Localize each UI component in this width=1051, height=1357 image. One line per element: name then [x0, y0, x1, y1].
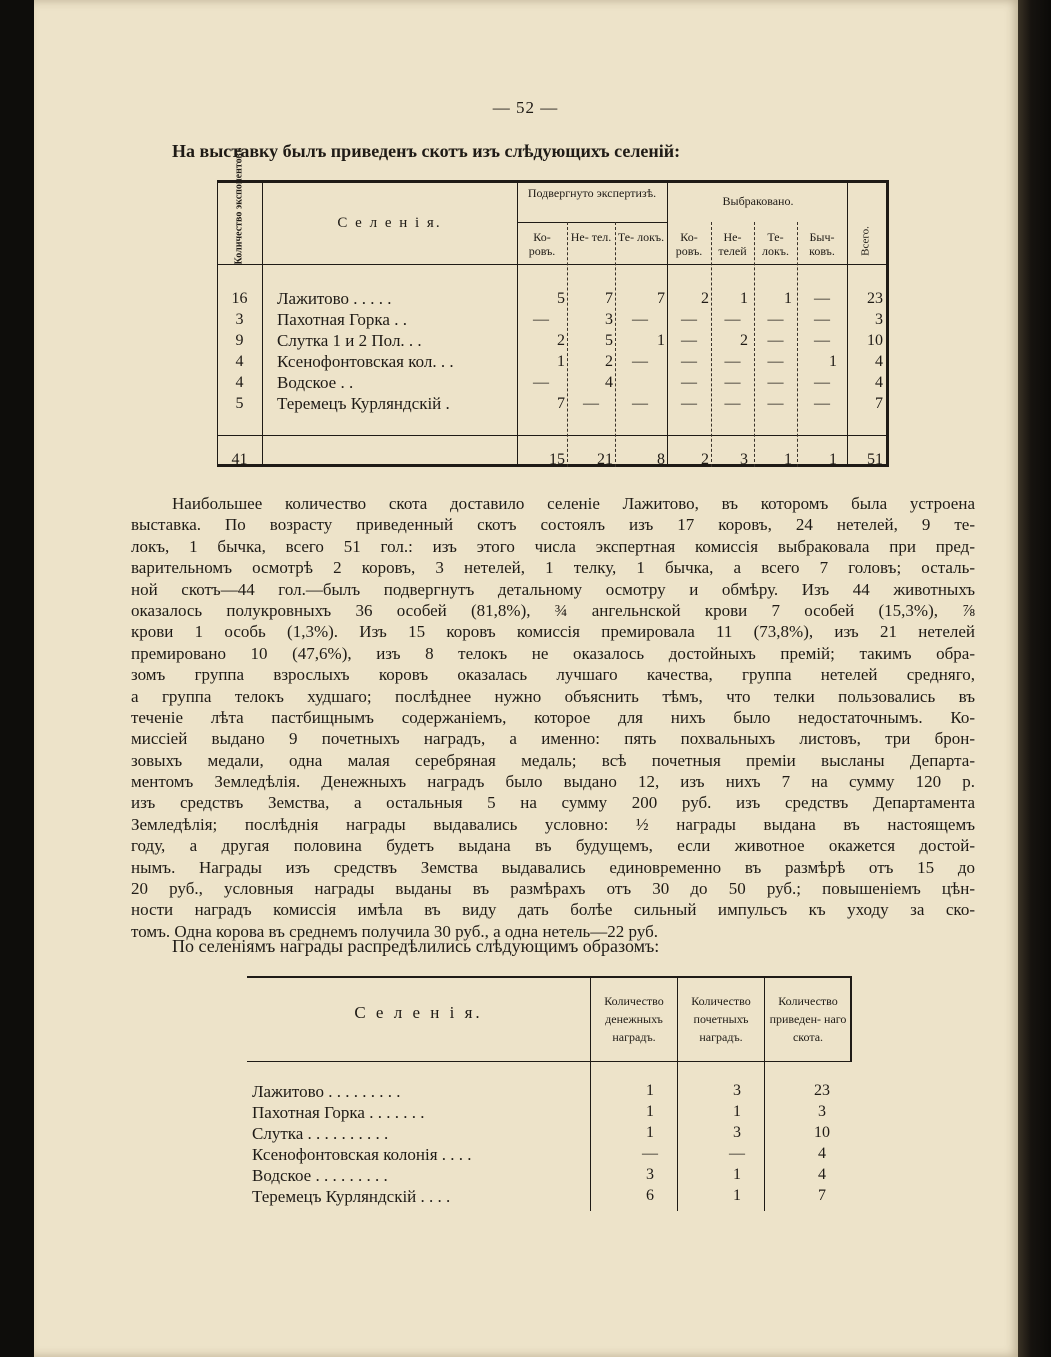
- table1-intro: На выставку былъ приведенъ скотъ изъ слѣдующихъ селеній:: [172, 141, 681, 161]
- header-cows: Ко- ровъ.: [528, 230, 556, 258]
- row-calves: —: [632, 311, 648, 328]
- header-culled-calves: Те- локъ.: [761, 230, 790, 258]
- paragraph-line: ментомъ Земледѣлія. Денежныхъ наградъ было выдано 12, изъ нихъ 7 на сумму 120 р.: [131, 772, 975, 792]
- paragraph-line: миссіей выдано 9 почетныхъ наградъ, а именно: пять похвальныхъ листовъ, три брон-: [131, 729, 975, 749]
- row-heifers: 2: [605, 353, 613, 370]
- row-culled-bulls: —: [814, 395, 830, 412]
- paragraph-line: варительномъ осмотрѣ 2 коровъ, 3 нетелей, 1 телку, 1 бычка, а всего 7 головъ; осталь-: [131, 558, 975, 578]
- row-exhibitors: 4: [235, 374, 244, 391]
- row-village: Теремецъ Курляндскій .: [277, 394, 450, 413]
- row-heifers: 3: [605, 311, 613, 328]
- t2-village: Слутка . . . . . . . . . .: [252, 1124, 389, 1143]
- row-culled-calves: —: [767, 395, 784, 412]
- row-culled-cows: —: [681, 332, 697, 349]
- t2-cattle: 4: [818, 1166, 826, 1183]
- t2-cattle: 10: [814, 1124, 830, 1141]
- row-calves: —: [632, 353, 648, 370]
- page-number: — 52 —: [492, 98, 559, 117]
- row-exhibitors: 9: [235, 332, 244, 349]
- t2-honor: 1: [733, 1187, 741, 1204]
- t2-money: —: [642, 1145, 658, 1162]
- total-culled-heifers: 3: [740, 451, 748, 468]
- header-examined: Подвергнуто экспертизѣ.: [527, 186, 657, 200]
- paragraph-line: а группа телокъ худшаго; послѣднее нужно объяснить тѣмъ, что телки пользовались въ: [131, 686, 975, 706]
- paragraph-line: зомъ группа взрослыхъ коровъ оказалась лучшаго качества, группа нетелей средняго,: [131, 665, 975, 685]
- row-exhibitors: 16: [231, 290, 248, 307]
- paragraph-line: премировано 10 (47,6%), изъ 8 телокъ не оказалось достойныхъ премій; такимъ обра-: [131, 643, 975, 663]
- row-culled-calves: 1: [784, 290, 792, 307]
- t2-village: Ксенофонтовская колонія . . . .: [252, 1145, 472, 1164]
- t2-cattle: 23: [814, 1082, 830, 1099]
- row-culled-bulls: —: [814, 374, 830, 391]
- row-culled-cows: —: [681, 374, 697, 391]
- row-culled-heifers: —: [724, 353, 741, 370]
- t2-village: Пахотная Горка . . . . . . .: [252, 1103, 425, 1122]
- header-villages: С е л е н і я.: [337, 215, 442, 231]
- book-spine: [1018, 0, 1051, 1357]
- row-village: Пахотная Горка . .: [277, 310, 407, 329]
- t2-header-villages: С е л е н і я.: [354, 1003, 483, 1022]
- row-exhibitors: 3: [235, 311, 244, 328]
- paragraph-line: ной скотъ—44 гол.—былъ подвергнутъ детальному осмотру и обмѣру. Изъ 44 животныхъ: [131, 579, 975, 599]
- paragraph-line: томъ. Одна корова въ среднемъ получила 30 руб., а одна нетель—22 руб.: [131, 921, 659, 941]
- t2-money: 1: [646, 1082, 654, 1099]
- t2-cattle: 4: [818, 1145, 826, 1162]
- t2-honor: 3: [733, 1082, 741, 1099]
- total-culled-calves: 1: [784, 451, 792, 468]
- row-culled-heifers: —: [724, 395, 741, 412]
- paragraph-line: Наибольшее количество скота доставило селеніе Лажитово, въ которомъ была устроена: [172, 494, 975, 513]
- t2-header-cattle: Количество приведен- наго скота.: [769, 994, 847, 1044]
- paragraph-line: теченіе лѣта пастбищнымъ содержаніемъ, которое для нихъ было недостаточнымъ. Ко-: [131, 707, 975, 727]
- t2-money: 1: [646, 1124, 654, 1141]
- paragraph-line: нымъ. Награды изъ средствъ Земства выдавались единовременно въ размѣрѣ отъ 15 до: [131, 857, 975, 877]
- t2-money: 6: [646, 1187, 654, 1204]
- row-culled-cows: —: [681, 311, 697, 328]
- row-calves: —: [632, 395, 648, 412]
- t2-header-money: Количество денежныхъ наградъ.: [604, 994, 664, 1044]
- total-total: 51: [867, 451, 883, 468]
- table2-intro: По селеніямъ награды распредѣлились слѣдующимъ образомъ:: [172, 936, 660, 956]
- paragraph-line: оказалось полукровныхъ 36 особей (81,8%), ¾ ангельнской крови 7 особей (15,3%), ⅞: [131, 600, 975, 620]
- row-culled-bulls: —: [814, 290, 830, 307]
- header-culled-cows: Ко- ровъ.: [675, 230, 703, 258]
- row-culled-heifers: 1: [740, 290, 748, 307]
- row-cows: 2: [557, 332, 565, 349]
- row-total: 10: [867, 332, 883, 349]
- awards-table: [247, 976, 852, 1211]
- t2-honor: 3: [733, 1124, 741, 1141]
- paragraph-line: зовыхъ медали, одна малая серебряная медаль; всѣ почетныя преміи высланы Департа-: [131, 750, 975, 770]
- t2-honor: 1: [733, 1103, 741, 1120]
- row-cows: —: [533, 374, 549, 391]
- header-culled-bulls: Быч- ковъ.: [809, 230, 835, 258]
- row-calves: 1: [657, 332, 665, 349]
- row-culled-calves: —: [767, 374, 784, 391]
- t2-village: Водское . . . . . . . . .: [252, 1166, 388, 1185]
- row-culled-bulls: 1: [829, 353, 837, 370]
- t2-village: Лажитово . . . . . . . . .: [252, 1082, 401, 1101]
- row-culled-cows: 2: [701, 290, 709, 307]
- row-heifers: —: [583, 395, 599, 412]
- row-culled-heifers: —: [724, 311, 741, 328]
- t2-honor: —: [729, 1145, 745, 1162]
- row-heifers: 5: [605, 332, 613, 349]
- row-culled-bulls: —: [814, 332, 830, 349]
- header-culled: Выбраковано.: [722, 194, 794, 208]
- total-cows: 15: [549, 451, 565, 468]
- t2-money: 3: [646, 1166, 654, 1183]
- row-culled-heifers: 2: [740, 332, 748, 349]
- total-culled-bulls: 1: [829, 451, 837, 468]
- row-culled-bulls: —: [814, 311, 830, 328]
- row-culled-heifers: —: [724, 374, 741, 391]
- row-total: 3: [875, 311, 883, 328]
- row-culled-calves: —: [767, 353, 784, 370]
- paragraph-line: году, а другая половина будетъ выдана въ будущемъ, если животное окажется достой-: [131, 836, 975, 856]
- paragraph-line: изъ средствъ Земства, а остальныя 5 на сумму 200 руб. изъ средствъ Департамента: [131, 793, 975, 813]
- t2-header-honor: Количество почетныхъ наградъ.: [691, 994, 751, 1044]
- row-calves: [615, 373, 665, 393]
- paragraph-line: выставка. По возрасту приведенный скотъ состоялъ изъ 17 коровъ, 24 нетелей, 9 те-: [131, 515, 975, 535]
- total-heifers: 21: [597, 451, 613, 468]
- row-heifers: 4: [605, 374, 613, 391]
- row-cows: 1: [557, 353, 565, 370]
- paragraph-line: Земледѣлія; послѣднія награды выдавались условно: ½ награды выдана въ настоящемъ: [131, 814, 975, 834]
- row-culled-calves: —: [767, 311, 784, 328]
- paragraph-line: ности наградъ комиссія имѣла въ виду дать болѣе сильный импульсъ къ уходу за ско-: [131, 900, 975, 920]
- header-heifers: Не- тел.: [570, 230, 612, 244]
- row-heifers: 7: [605, 290, 613, 307]
- row-culled-calves: —: [767, 332, 784, 349]
- total-exhibitors: 41: [231, 451, 248, 468]
- t2-money: 1: [646, 1103, 654, 1120]
- header-calves: Те- локъ.: [617, 230, 665, 244]
- row-cows: 7: [557, 395, 565, 412]
- t2-village: Теремецъ Курляндскій . . . .: [252, 1187, 451, 1206]
- row-total: 23: [867, 290, 883, 307]
- total-culled-cows: 2: [701, 451, 709, 468]
- row-cows: —: [533, 311, 549, 328]
- row-exhibitors: 4: [235, 353, 244, 370]
- t2-honor: 1: [733, 1166, 741, 1183]
- row-village: Слутка 1 и 2 Пол. . .: [277, 331, 422, 350]
- row-culled-cows: —: [681, 395, 697, 412]
- paragraph-line: крови 1 особь (1,3%). Изъ 15 коровъ комиссія премировала 11 (73,8%), изъ 21 нетелей: [131, 622, 975, 642]
- row-total: 7: [875, 395, 883, 412]
- row-village: Водское . .: [277, 373, 354, 392]
- t2-cattle: 3: [818, 1103, 826, 1120]
- body-paragraph: [131, 493, 975, 942]
- t2-cattle: 7: [818, 1187, 826, 1204]
- paragraph-line: 20 руб., условныя награды выданы въ размѣрахъ отъ 30 до 50 руб.; повышеніемъ цѣн-: [131, 879, 975, 899]
- row-total: 4: [875, 353, 883, 370]
- row-exhibitors: 5: [235, 395, 244, 412]
- row-total: 4: [875, 374, 883, 391]
- header-exhibitors: Количество экспонентовъ: [233, 147, 245, 265]
- row-village: Ксенофонтовская кол. . .: [277, 352, 454, 371]
- header-culled-heifers: Не- телей: [718, 230, 747, 258]
- total-calves: 8: [657, 451, 665, 468]
- row-calves: 7: [657, 290, 665, 307]
- row-cows: 5: [557, 290, 565, 307]
- row-village: Лажитово . . . . .: [277, 289, 392, 308]
- header-total: Всего.: [859, 226, 872, 256]
- paragraph-line: локъ, 1 бычка, всего 51 гол.: изъ этого числа экспертная комиссія выбраковала при пред-: [131, 536, 975, 556]
- row-culled-cows: —: [681, 353, 697, 370]
